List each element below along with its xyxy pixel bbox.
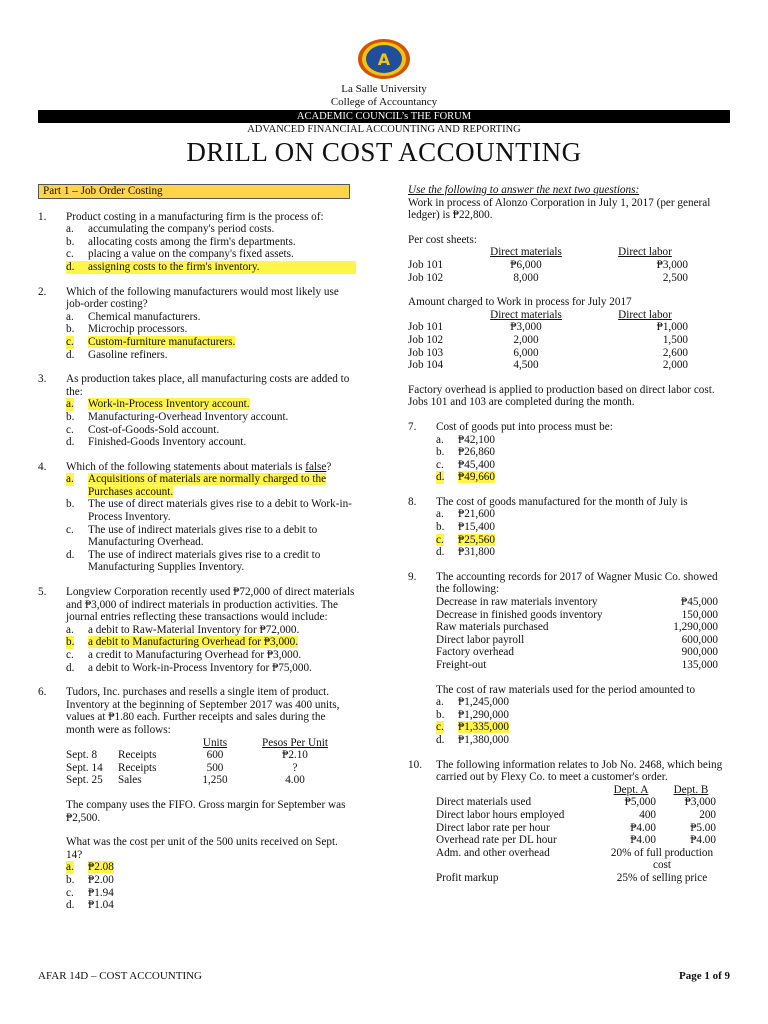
question-stem: Which of the following statements about materials is false?	[66, 460, 332, 473]
right-column	[408, 184, 730, 885]
option-b: b. The use of direct materials gives rise to a debit to Work-in-Process Inventory.	[66, 498, 352, 524]
question-4: 4. Which of the following statements about materials is false? a. Acquisitions of materials are normally charged to the Purchases account. b. The use of direct materials gives rise to a debit to Work-in-Process Inventory. c. The use of indirect materials gives rise to a debit to Manufacturing Overhead. d. The use of indirect materials gives rise to a credit to Manufacturing Supplies Inventory.	[38, 461, 356, 574]
table-row	[436, 596, 730, 609]
table-cell: ₱4.00	[690, 834, 716, 847]
table-cell: 150,000	[681, 608, 718, 621]
question-stem: The accounting records for 2017 of Wagner Music Co. showed the following:	[436, 570, 718, 596]
question-stem: The following information relates to Job No. 2468, which being carried out by Flexy Co. to meet a customer's order.	[436, 758, 723, 784]
table-cell: Job 102	[408, 271, 444, 284]
table-cell: Raw materials purchased	[436, 621, 549, 634]
option-c: c. placing a value on the company's fixed assets.	[66, 248, 294, 261]
option-b: b. ₱1,290,000	[436, 708, 509, 721]
footer-page-number: Page 1 of 9	[678, 970, 730, 982]
table-cell: ₱3,000	[510, 321, 542, 334]
option-a-answer: Acquisitions of materials are normally charged to the Purchases account.	[88, 473, 327, 498]
table-cell: 1,250	[202, 774, 228, 787]
table-cell: Direct materials used	[436, 796, 532, 809]
option-b-answer: a debit to Manufacturing Overhead for ₱3,000.	[88, 636, 299, 649]
question-10: 10. The following information relates to Job No. 2468, which being carried out by Flexy Co. to meet a customer's order. Dept. A Dept. B Direct materials used ₱5,000 ₱3,000 Direct labor hours employed 400 200 Direct labor rate per hour ₱4.00 ₱5.00 Overhead rate per DL hour ₱4.00 ₱4.00 Adm. and other overhead 20% of full production cost Profit markup 25% of selling price	[408, 759, 730, 885]
question-1	[38, 211, 356, 274]
table-row	[436, 646, 730, 659]
table-row	[436, 634, 730, 647]
paragraph: What was the cost per unit of the 500 units received on Sept. 14?	[66, 836, 338, 861]
option-d: d. ₱31,800	[436, 546, 495, 559]
table-cell: 500	[206, 761, 224, 774]
option-d: d. The use of indirect materials gives rise to a credit to Manufacturing Supplies Inventory.	[66, 548, 321, 574]
table-cell: Receipts	[118, 761, 157, 774]
option-a: a. a debit to Raw-Material Inventory for ₱72,000.	[66, 623, 300, 636]
option-b: b. Manufacturing-Overhead Inventory account.	[66, 410, 289, 423]
option-a-answer: ₱2.08	[88, 861, 114, 874]
table-cell: Direct labor hours employed	[436, 808, 565, 821]
table-row: Adm. and other overhead 20% of full production cost	[436, 846, 714, 872]
table-cell: 200	[699, 808, 716, 821]
question-7: 7. Cost of goods put into process must be: a. ₱42,100 b. ₱26,860 c. ₱45,400 d. ₱49,660	[408, 421, 730, 484]
question-stem: Which of the following manufacturers would most likely use job-order costing?	[66, 285, 339, 311]
table-cell: Freight-out	[436, 659, 487, 671]
table-cell: Direct labor rate per hour	[436, 821, 550, 834]
table-row	[408, 259, 730, 272]
table-cell: 1,500	[662, 333, 688, 346]
option-d-answer: d. assigning costs to the firm's inventory.	[66, 261, 356, 274]
option-a: a. Chemical manufacturers.	[66, 310, 201, 323]
table-cell: ₱5.00	[690, 821, 716, 834]
option-a: a. ₱1,245,000	[436, 696, 509, 709]
option-c-answer: ₱1,335,000	[458, 721, 509, 734]
paragraph: The cost of raw materials used for the period amounted to	[436, 683, 696, 696]
table-cell: Overhead rate per DL hour	[436, 834, 557, 847]
table-cell: ₱3,000	[684, 796, 716, 809]
table-cell: 4,500	[513, 359, 539, 372]
table-cell: 600,000	[681, 633, 718, 646]
table-cell: Sept. 8	[66, 749, 98, 762]
paragraph: The company uses the FIFO. Gross margin for September was ₱2,500.	[66, 798, 346, 824]
table-cell: ₱3,000	[656, 258, 688, 271]
question-stem: Tudors, Inc. purchases and resells a single item of product. Inventory at the beginning of September 2017 was 400 units, values at ₱1.80 each. Further receipts and sales during the month were as follows:	[66, 686, 340, 736]
table-row	[436, 822, 730, 835]
table-header: Direct materials Direct labor	[490, 308, 672, 321]
table-cell: Decrease in raw materials inventory	[436, 596, 598, 609]
option-b: b. allocating costs among the firm's departments.	[66, 235, 296, 248]
question-stem: The cost of goods manufactured for the month of July is	[436, 495, 688, 508]
option-c-answer: Custom-furniture manufacturers.	[88, 335, 236, 348]
cost-sheets-table	[408, 259, 730, 284]
question-stem: As production takes place, all manufacturing costs are added to the:	[66, 373, 350, 398]
paragraph: Factory overhead is applied to production based on direct labor cost. Jobs 101 and 103 are completed during the month.	[408, 383, 715, 409]
option-d: d. Finished-Goods Inventory account.	[66, 436, 247, 449]
table-header: Dept. A Dept. B	[613, 783, 709, 796]
option-a: a. ₱42,100	[436, 433, 495, 446]
table-row: Profit markup 25% of selling price	[436, 871, 708, 884]
table-row	[408, 334, 730, 347]
option-c: c. Cost-of-Goods-Sold account.	[66, 423, 220, 436]
question-stem: Product costing in a manufacturing firm is the process of:	[66, 210, 324, 223]
table-cell: ₱5,000	[624, 796, 656, 809]
option-a-answer: Work-in-Process Inventory account.	[88, 398, 250, 411]
table-header: Units Pesos Per Unit	[202, 736, 328, 749]
option-b: b. ₱15,400	[436, 521, 495, 534]
question-2: 2. Which of the following manufacturers would most likely use job-order costing? a. Chemical manufacturers. b. Microchip processors. c. Custom-furniture manufacturers. d. Gasoline refiners.	[38, 286, 356, 362]
option-c-answer: ₱25,560	[458, 533, 495, 546]
table-row	[408, 347, 730, 360]
table-cell: 2,000	[662, 359, 688, 372]
question-8: 8. The cost of goods manufactured for the month of July is a. ₱21,600 b. ₱15,400 c. ₱25,560 d. ₱31,800	[408, 496, 730, 559]
option-a: a. ₱21,600	[436, 508, 495, 521]
table-cell: Job 102	[408, 333, 444, 346]
records-table	[436, 596, 730, 672]
question-stem: Cost of goods put into process must be:	[436, 420, 613, 433]
receipts-table	[66, 749, 356, 787]
table-cell: 4.00	[285, 774, 305, 787]
question-6: 6. Tudors, Inc. purchases and resells a single item of product. Inventory at the beginning of September 2017 was 400 units, values at ₱1.80 each. Further receipts and sales during the month were as follows: Units Pesos Per Unit Sept. 8 Receipts 600 ₱2.10 Sept. 14 Receipts 500 ? Sept. 25 Sales 1,250 4.00 The company uses the FIFO. Gross margin for September was ₱2,500. What was the cost per unit of the 500 units received on Sept. 14? a. ₱2.08 b. ₱2.00 c. ₱1.94 d. ₱1.04	[38, 686, 356, 912]
job-cost-table	[436, 796, 730, 846]
course-subtitle: ADVANCED FINANCIAL ACCOUNTING AND REPORTING	[247, 124, 521, 135]
paragraph: Per cost sheets:	[408, 233, 477, 246]
instructions: Use the following to answer the next two questions:	[408, 184, 640, 196]
table-cell: Factory overhead	[436, 646, 514, 659]
part-heading: Part 1 – Job Order Costing	[38, 184, 350, 199]
question-number: 1.	[38, 210, 47, 223]
option-d: d. Gasoline refiners.	[66, 348, 168, 361]
table-cell: 2,500	[662, 271, 688, 284]
table-cell: Job 101	[408, 321, 444, 334]
table-header: Direct materials Direct labor	[490, 246, 672, 259]
table-row	[66, 774, 356, 787]
option-b: b. Microchip processors.	[66, 323, 188, 336]
paragraph: Work in process of Alonzo Corporation in July 1, 2017 (per general ledger) is ₱22,800.	[408, 196, 711, 222]
option-d: d. ₱1,380,000	[436, 733, 509, 746]
table-cell: Receipts	[118, 749, 157, 762]
table-cell: ?	[292, 761, 298, 774]
left-column	[38, 184, 356, 912]
table-cell: Sales	[118, 774, 142, 787]
college-name: College of Accountancy	[330, 96, 438, 108]
table-cell: ₱4.00	[630, 821, 656, 834]
option-d-answer: ₱49,660	[458, 471, 495, 484]
table-cell: 400	[639, 808, 656, 821]
option-c: c. a credit to Manufacturing Overhead for ₱3,000.	[66, 649, 302, 661]
table-row	[66, 762, 356, 775]
option-c: c. ₱45,400	[436, 458, 495, 471]
university-name: La Salle University	[341, 83, 427, 95]
svg-text:A: A	[377, 50, 391, 69]
jobs-table	[408, 321, 730, 371]
question-stem: Longview Corporation recently used ₱72,000 of direct materials and ₱3,000 of indirect materials in production activities. The journal entries reflecting these transactions would include:	[66, 586, 355, 624]
question-3: 3. As production takes place, all manufacturing costs are added to the: a. Work-in-Process Inventory account. b. Manufacturing-Overhead Inventory account. c. Cost-of-Goods-Sold account. d. Finished-Goods Inventory account.	[38, 373, 356, 449]
footer-course: AFAR 14D – COST ACCOUNTING	[38, 970, 203, 982]
question-5: 5. Longview Corporation recently used ₱72,000 of direct materials and ₱3,000 of indirect materials in production activities. The journal entries reflecting these transactions would include: a. a debit to Raw-Material Inventory for ₱72,000. b. a debit to Manufacturing Overhead for ₱3,000. c. a credit to Manufacturing Overhead for ₱3,000. d. a debit to Work-in-Process Inventory for ₱75,000.	[38, 586, 355, 674]
option-b: b. ₱2.00	[66, 873, 114, 886]
option-a: a. accumulating the company's period costs.	[66, 223, 275, 236]
forum-banner: ACADEMIC COUNCIL’s THE FORUM	[38, 110, 730, 123]
table-cell: 2,600	[662, 346, 688, 359]
option-b: b. ₱26,860	[436, 446, 495, 459]
question-9: 9. The accounting records for 2017 of Wagner Music Co. showed the following: Decrease in raw materials inventory ₱45,000 Decrease in finished goods inventory 150,000 Raw materials purchased 1,290,000 Direct labor payroll 600,000 Factory overhead 900,000 Freight-out 135,000 The cost of raw materials used for the period amounted to a. ₱1,245,000 b. ₱1,290,000 c. ₱1,335,000 d. ₱1,380,000	[408, 571, 730, 747]
table-cell: 1,290,000	[673, 621, 718, 634]
table-row	[436, 796, 730, 809]
paragraph: Amount charged to Work in process for July 2017	[408, 296, 632, 309]
table-row	[436, 834, 730, 847]
table-cell: ₱6,000	[510, 258, 542, 271]
option-d: d. a debit to Work-in-Process Inventory for ₱75,000.	[66, 661, 312, 674]
table-row	[436, 659, 730, 672]
table-cell: 135,000	[681, 659, 718, 671]
table-cell: ₱1,000	[656, 321, 688, 334]
table-cell: Job 103	[408, 346, 444, 359]
option-d: d. ₱1.04	[66, 899, 114, 912]
table-cell: ₱2.10	[282, 749, 308, 762]
table-cell: Decrease in finished goods inventory	[436, 608, 603, 621]
university-logo	[357, 37, 411, 81]
table-row	[436, 609, 730, 622]
option-c: c. The use of indirect materials gives rise to a debit to Manufacturing Overhead.	[66, 523, 318, 549]
table-cell: Job 104	[408, 359, 444, 372]
table-row	[408, 321, 730, 334]
table-cell: 6,000	[513, 346, 539, 359]
table-cell: Sept. 25	[66, 774, 103, 787]
table-cell: ₱45,000	[681, 596, 718, 609]
table-cell: Job 101	[408, 258, 444, 271]
page-title: DRILL ON COST ACCOUNTING	[186, 137, 582, 167]
table-row	[436, 621, 730, 634]
table-cell: 900,000	[681, 646, 718, 659]
table-row	[408, 359, 730, 372]
table-cell: 2,000	[513, 333, 539, 346]
table-cell: Direct labor payroll	[436, 633, 525, 646]
table-row	[408, 272, 730, 285]
table-cell: Sept. 14	[66, 761, 103, 774]
table-cell: 8,000	[513, 271, 539, 284]
table-cell: 600	[206, 749, 224, 762]
table-cell: ₱4.00	[630, 834, 656, 847]
table-row	[436, 809, 730, 822]
option-c: c. ₱1.94	[66, 886, 114, 899]
table-row	[66, 749, 356, 762]
